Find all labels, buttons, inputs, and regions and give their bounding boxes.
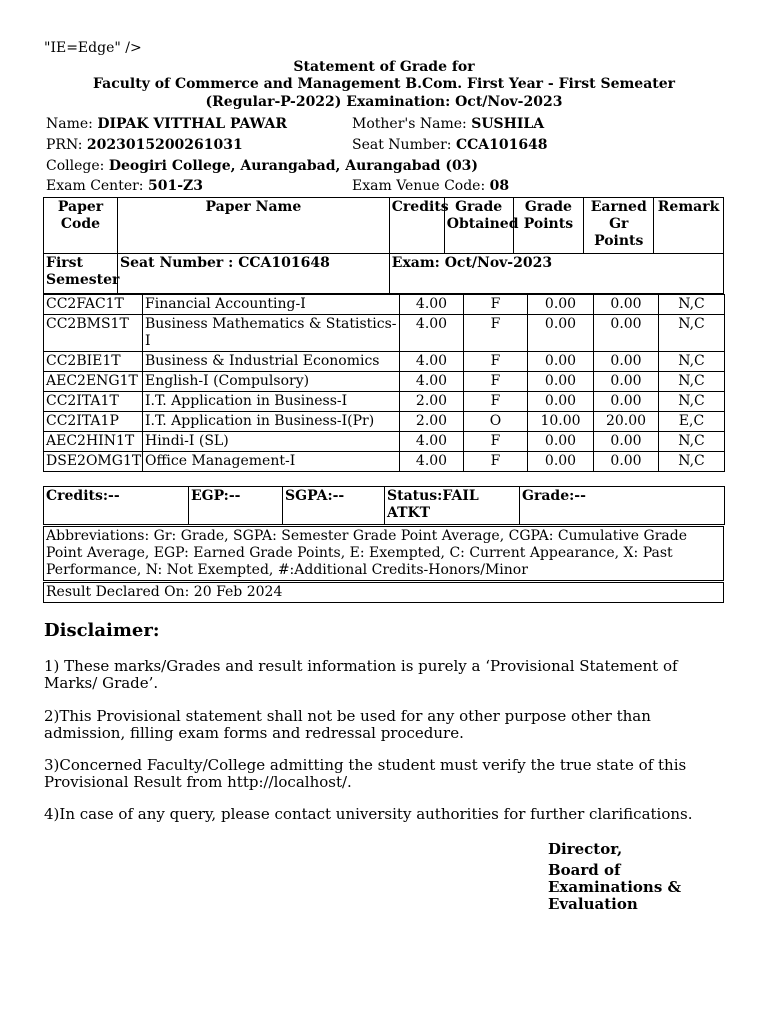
subject-code: CC2ITA1P [44, 412, 143, 432]
subject-grade-points: 0.00 [528, 392, 594, 412]
disclaimer-item-4: 4)In case of any query, please contact university authorities for further clarifications. [44, 805, 693, 823]
seat-number: Seat Number: CCA101648 [352, 137, 548, 153]
mother-name: Mother's Name: SUSHILA [352, 116, 545, 132]
subject-credits: 2.00 [400, 412, 464, 432]
prn-value: 2023015200261031 [86, 137, 243, 153]
grades-table [43, 197, 724, 294]
summary-status: Status:FAIL ATKT [385, 487, 520, 525]
subject-credits: 2.00 [400, 392, 464, 412]
subject-grade: F [464, 432, 528, 452]
subject-grade-points: 0.00 [528, 452, 594, 472]
seat-number-value: CCA101648 [455, 137, 548, 153]
mother-name-value: SUSHILA [471, 116, 545, 132]
summary-grade: Grade:-- [520, 487, 725, 525]
subject-credits: 4.00 [400, 295, 464, 315]
header-remark: Remark [654, 198, 724, 254]
subject-grade-points: 0.00 [528, 432, 594, 452]
header-grade-obtained: Grade Obtained [444, 198, 513, 254]
college-value: Deogiri College, Aurangabad, Aurangabad (03) [108, 158, 479, 174]
disclaimer-item-2: 2)This Provisional statement shall not be used for any other purpose other than admission, filling exam forms and redressal procedure. [44, 707, 651, 742]
subject-credits: 4.00 [400, 315, 464, 352]
table-row [44, 392, 725, 412]
subject-credits: 4.00 [400, 372, 464, 392]
header-paper-code: Paper Code [44, 198, 118, 254]
exam-title: (Regular-P-2022) Examination: Oct/Nov-2023 [205, 94, 563, 110]
subject-remark: N,C [659, 452, 725, 472]
header-credits: Credits [389, 198, 444, 254]
subject-remark: N,C [659, 432, 725, 452]
subject-name: Business Mathematics & Statistics-I [143, 315, 400, 352]
faculty-title: Faculty of Commerce and Management B.Com. First Year - First Semeater [92, 76, 676, 92]
table-row [44, 295, 725, 315]
summary-table [43, 486, 725, 525]
signature-title: Director, [548, 840, 623, 858]
subject-earned-points: 0.00 [594, 352, 659, 372]
subject-name: I.T. Application in Business-I [143, 392, 400, 412]
subject-grade: F [464, 352, 528, 372]
signature-line-3: Evaluation [548, 895, 638, 913]
subject-earned-points: 0.00 [594, 372, 659, 392]
subject-name: Office Management-I [143, 452, 400, 472]
exam-center-value: 501-Z3 [147, 178, 203, 194]
subject-grade: F [464, 452, 528, 472]
subject-code: CC2BMS1T [44, 315, 143, 352]
table-row [44, 412, 725, 432]
subject-name: Business & Industrial Economics [143, 352, 400, 372]
summary-egp: EGP:-- [189, 487, 283, 525]
disclaimer-item-3: 3)Concerned Faculty/College admitting the student must verify the true state of this Provisional Result from http://localhost/. [44, 756, 687, 791]
subject-code: AEC2ENG1T [44, 372, 143, 392]
header-paper-name: Paper Name [118, 198, 390, 254]
signature-line-2: Examinations & [548, 878, 682, 896]
subject-code: DSE2OMG1T [44, 452, 143, 472]
semester-label: First Semester [44, 254, 118, 294]
subject-remark: E,C [659, 412, 725, 432]
prn: PRN: 2023015200261031 [46, 137, 243, 153]
subject-rows-table [43, 294, 725, 472]
subject-grade: F [464, 315, 528, 352]
subject-earned-points: 0.00 [594, 315, 659, 352]
summary-section [43, 486, 724, 525]
subject-grade-points: 0.00 [528, 295, 594, 315]
subject-name: I.T. Application in Business-I(Pr) [143, 412, 400, 432]
semester-exam: Exam: Oct/Nov-2023 [389, 254, 723, 294]
exam-venue-code-value: 08 [489, 178, 510, 194]
subject-grade-points: 0.00 [528, 315, 594, 352]
markup-artifact-text: "IE=Edge" /> [44, 40, 142, 56]
table-row [44, 432, 725, 452]
subject-credits: 4.00 [400, 452, 464, 472]
subject-remark: N,C [659, 295, 725, 315]
college: College: Deogiri College, Aurangabad, Aurangabad (03) [46, 158, 479, 174]
header-grade-points: Grade Points [513, 198, 584, 254]
table-row [44, 452, 725, 472]
subject-code: AEC2HIN1T [44, 432, 143, 452]
result-declared: Result Declared On: 20 Feb 2024 [43, 582, 724, 603]
subject-grade: O [464, 412, 528, 432]
subject-grade: F [464, 392, 528, 412]
table-row [44, 315, 725, 352]
subject-grade: F [464, 372, 528, 392]
exam-venue-code: Exam Venue Code: 08 [352, 178, 510, 194]
disclaimer-title: Disclaimer: [44, 620, 160, 641]
semester-seat-number: Seat Number : CCA101648 [118, 254, 390, 294]
subject-name: Financial Accounting-I [143, 295, 400, 315]
table-row [44, 352, 725, 372]
student-name: Name: DIPAK VITTHAL PAWAR [46, 116, 287, 132]
subject-earned-points: 0.00 [594, 295, 659, 315]
subject-credits: 4.00 [400, 352, 464, 372]
subject-name: Hindi-I (SL) [143, 432, 400, 452]
header-earned-points: Earned Gr Points [584, 198, 654, 254]
abbreviations-note: Abbreviations: Gr: Grade, SGPA: Semester Grade Point Average, CGPA: Cumulative Grade Point Average, EGP: Earned Grade Points, E: Exempted, C: Current Appearance, X: Past Performance, N: Not Exempted, #:Additional Credits-Honors/Minor [43, 526, 724, 581]
table-row [44, 372, 725, 392]
subject-remark: N,C [659, 372, 725, 392]
subject-earned-points: 20.00 [594, 412, 659, 432]
subject-name: English-I (Compulsory) [143, 372, 400, 392]
subject-grade-points: 0.00 [528, 372, 594, 392]
student-name-value: DIPAK VITTHAL PAWAR [97, 116, 287, 132]
subject-earned-points: 0.00 [594, 452, 659, 472]
subject-code: CC2BIE1T [44, 352, 143, 372]
semester-row [44, 254, 724, 294]
subject-code: CC2ITA1T [44, 392, 143, 412]
summary-credits: Credits:-- [44, 487, 189, 525]
disclaimer-item-1: 1) These marks/Grades and result information is purely a ‘Provisional Statement of Marks/ Grade’. [44, 657, 678, 692]
subject-earned-points: 0.00 [594, 432, 659, 452]
subject-grade-points: 10.00 [528, 412, 594, 432]
summary-sgpa: SGPA:-- [283, 487, 385, 525]
subject-credits: 4.00 [400, 432, 464, 452]
exam-center: Exam Center: 501-Z3 [46, 178, 203, 194]
subject-remark: N,C [659, 352, 725, 372]
subject-earned-points: 0.00 [594, 392, 659, 412]
signature-line-1: Board of [548, 861, 621, 879]
table-header-row [44, 198, 724, 254]
subject-grade-points: 0.00 [528, 352, 594, 372]
subject-remark: N,C [659, 315, 725, 352]
subject-grade: F [464, 295, 528, 315]
subject-remark: N,C [659, 392, 725, 412]
subject-code: CC2FAC1T [44, 295, 143, 315]
statement-title: Statement of Grade for [293, 59, 475, 75]
